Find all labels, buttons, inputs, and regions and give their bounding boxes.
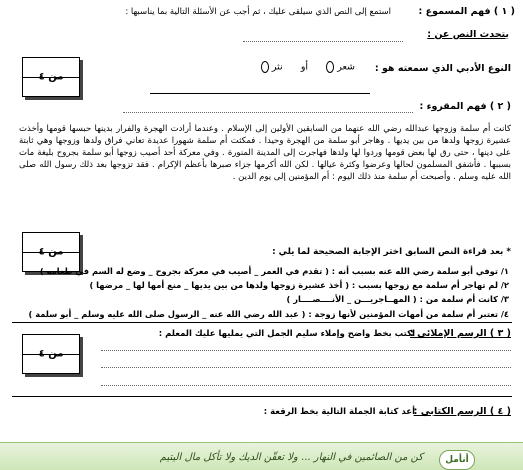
score-box-dictation xyxy=(22,334,80,374)
score-label: من ٤ xyxy=(38,71,64,83)
banner-badge: أنأمل xyxy=(439,450,475,470)
mcq-item[interactable]: ٤/ تعتبر أم سلمة من أمهات المؤمنين لأنها زوجة : ( عبد الله رضي الله عنه _ الرسول صلى الله عليه وسلم _ أبو سلمة ) xyxy=(28,308,509,319)
listening-q1-label: يتحدث النص عن : xyxy=(427,29,509,40)
mcq-item[interactable]: ٣/ كانت أم سلمة من : ( المهــاجريـــن _ الأنــــصــــار ) xyxy=(286,294,509,305)
score-box-listening xyxy=(22,57,80,97)
literary-type-options xyxy=(261,61,355,74)
option-poetry-bubble[interactable] xyxy=(326,61,334,73)
title-underline-dots xyxy=(123,112,413,113)
listening-intro: استمع إلى النص الذي سيلقى عليك ، ثم أجب عن الأسئلة التالية بما يناسبها : xyxy=(125,7,391,17)
handwriting-title: ( ٤ ) الرسم الكتابي : xyxy=(413,406,511,417)
writing-line[interactable] xyxy=(101,367,511,368)
model-sentence-banner xyxy=(0,442,523,470)
section-divider xyxy=(150,93,370,94)
reading-passage: كانت أم سلمة وزوجها عبدالله رضي الله عنهما من السابقين الأولين إلى الإسلام . وعندما أرادت الهجرة والفرار بدينها حبسها قومها وأخذت عشيرة زوجها ولدها من بين يديها . وهاجر أبو سلمة من الهجرة وحيدا . فمكثت أم سلمة شهورا عديدة تعاني فراق ولدها وزوجها وهي ثابتة على دينها ، حتى رق لها بعض قومها وردوا لها ولدها فهاجرت إلى المدينة المنورة . وفي معركة أحد أصيب زوجها أبو سلمة بجروح بليغة مات بسببها . فأشفق المسلمون لحالها وعرضوا وكثرة عيالها . لكن الله أكرمها جزاء صبرها بأعظم الإكرام . فقد تزوجها بعد ذلك رسول الله صلى الله عليه وسلم . وأصبحت أم سلمة منذ ذلك اليوم : أم المؤمنين إلى يوم الدين . xyxy=(19,124,511,183)
writing-line[interactable] xyxy=(101,385,511,386)
score-label: من ٤ xyxy=(38,246,64,258)
dictation-instruction: اكتب بخط واضح وإملاء سليم الجمل التي يمليها عليك المعلم : xyxy=(158,329,415,339)
writing-line[interactable] xyxy=(101,350,511,351)
section-divider xyxy=(12,396,512,397)
answer-line[interactable] xyxy=(243,41,403,42)
model-sentence: كن من الصائمين في النهار ... ولا تعقّن الديك ولا تأكل مال اليتيم xyxy=(159,452,423,463)
option-prose-label: نثر xyxy=(271,61,283,73)
score-label: من ٤ xyxy=(38,348,64,360)
section-divider xyxy=(12,322,512,323)
reading-instruction: * بعد قراءة النص السابق اختر الإجابة الصحيحة لما يلي : xyxy=(272,247,511,257)
mcq-item[interactable]: ٢/ لم تهاجر أم سلمة مع زوجها بسبب : ( أخذ عشيرة زوجها ولدها من بين يديها _ منع أمها لها _ مرضها ) xyxy=(89,280,509,291)
listening-title: ( ١ ) فهم المسموع : xyxy=(418,6,515,17)
listening-q2-label: النوع الأدبي الذي سمعته هو : xyxy=(374,63,511,74)
mcq-item[interactable]: ١/ توفي أبو سلمة رضي الله عنه بسبب أنه : ( تقدم في العمر _ أصيب في معركة بجروح _ وضع له السم في طعامه ) xyxy=(39,266,509,276)
option-prose-bubble[interactable] xyxy=(261,61,269,73)
option-poetry-label: شعر xyxy=(337,61,355,73)
option-or-label: أو xyxy=(300,61,309,73)
handwriting-instruction: أعد كتابة الجملة التالية بخط الرقعة : xyxy=(263,407,415,417)
dictation-title: ( ٣ ) الرسم الإملائي : xyxy=(410,328,511,339)
mcq-list xyxy=(29,266,509,323)
reading-title: ( ٢ ) فهم المقروء : xyxy=(419,101,511,112)
